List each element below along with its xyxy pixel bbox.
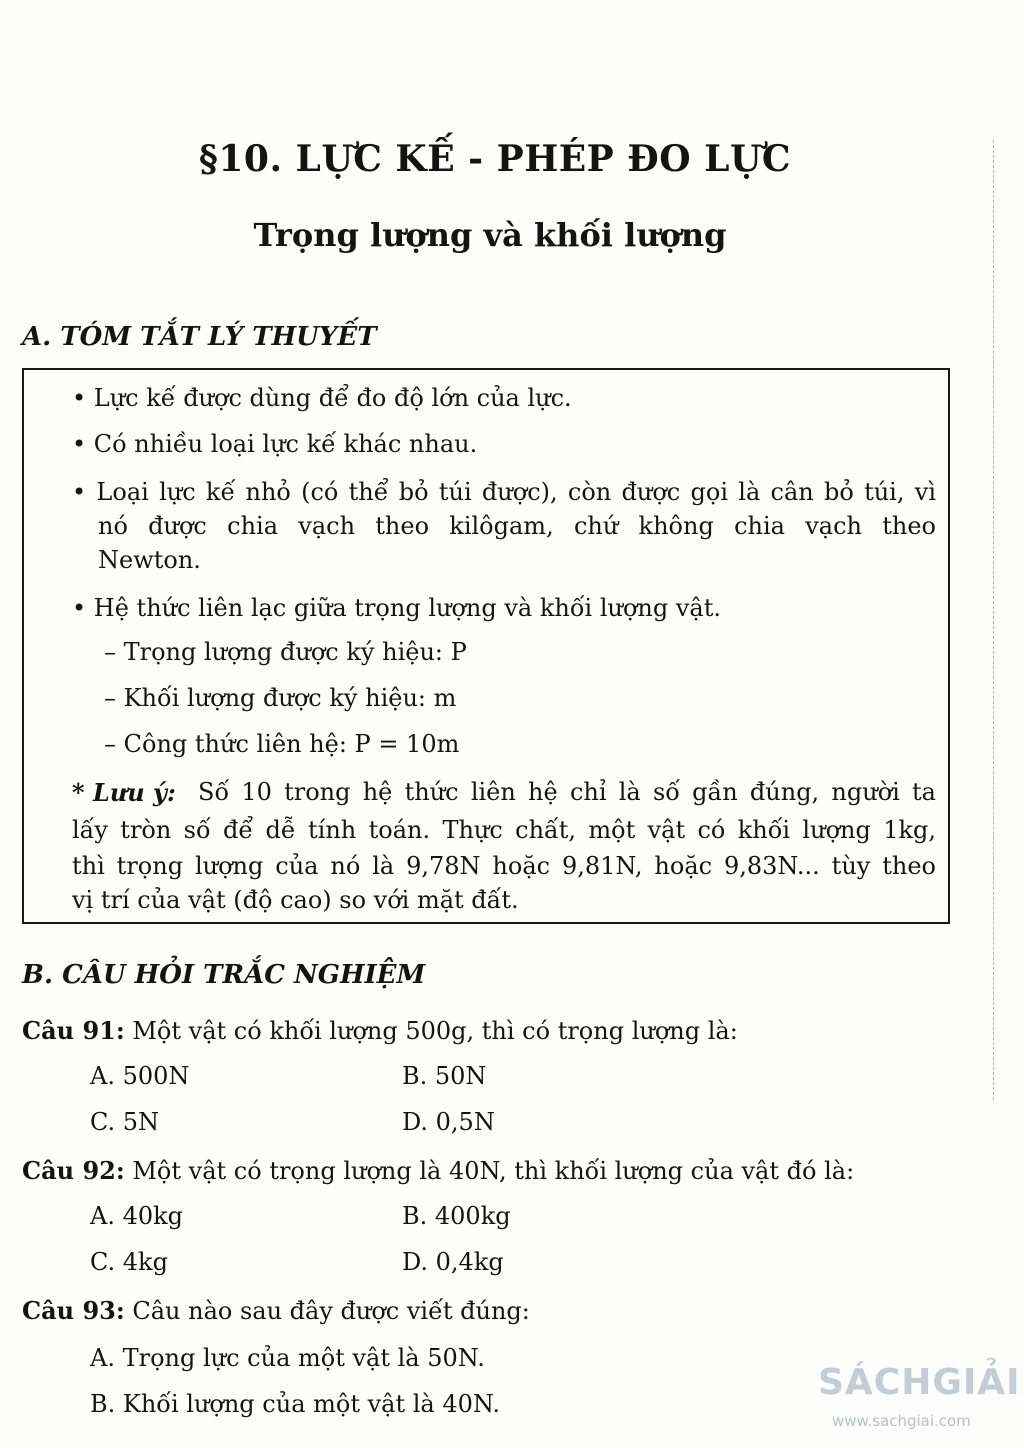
sachgiai-logo: [818, 1352, 1021, 1432]
theory-sub-item: – Trọng lượng được ký hiệu: P: [104, 638, 467, 666]
page-subtitle: Trọng lượng và khối lượng: [253, 216, 727, 254]
question-text: Một vật có trọng lượng là 40N, thì khối lượng của vật đó là:: [132, 1157, 855, 1185]
logo-wordmark: SÁCHGIẢI: [818, 1362, 1021, 1403]
theory-bullet: • Hệ thức liên lạc giữa trọng lượng và khối lượng vật.: [72, 594, 722, 622]
answer-option[interactable]: B. Khối lượng của một vật là 40N.: [90, 1390, 501, 1418]
note-line: vị trí của vật (độ cao) so với mặt đất.: [72, 886, 519, 914]
answer-option[interactable]: B. 50N: [402, 1062, 487, 1090]
page-edge-line: [993, 140, 995, 1100]
answer-option[interactable]: A. 40kg: [90, 1202, 184, 1230]
theory-bullet: • Có nhiều loại lực kế khác nhau.: [72, 430, 478, 458]
answer-option[interactable]: D. 0,5N: [402, 1108, 495, 1136]
question-text: Một vật có khối lượng 500g, thì có trọng lượng là:: [132, 1017, 738, 1045]
note-line: thì trọng lượng của nó là 9,78N hoặc 9,81N, hoặc 9,83N... tùy theo: [72, 852, 936, 880]
page-title: §10. LỰC KẾ - PHÉP ĐO LỰC: [199, 138, 791, 180]
question-text: Câu nào sau đây được viết đúng:: [132, 1297, 530, 1325]
question-label: Câu 91:: [22, 1016, 125, 1045]
section-a-heading: A. TÓM TẮT LÝ THUYẾT: [22, 322, 377, 352]
theory-bullet-continuation: nó được chia vạch theo kilôgam, chứ không chia vạch theo: [98, 512, 936, 540]
theory-bullet: • Loại lực kế nhỏ (có thể bỏ túi được), còn được gọi là cân bỏ túi, vì: [72, 478, 936, 506]
question-93: [22, 1296, 530, 1325]
answer-option[interactable]: A. Trọng lực của một vật là 50N.: [90, 1344, 485, 1372]
note-line: Số 10 trong hệ thức liên hệ chỉ là số gần đúng, người ta: [198, 778, 936, 806]
answer-option[interactable]: B. 400kg: [402, 1202, 511, 1230]
answer-option[interactable]: C. 4kg: [90, 1248, 168, 1276]
section-b-heading: B. CÂU HỎI TRẮC NGHIỆM: [22, 960, 426, 990]
answer-option[interactable]: C. 5N: [90, 1108, 160, 1136]
logo-url: www.sachgiai.com: [832, 1412, 971, 1430]
question-91: [22, 1016, 738, 1045]
question-92: [22, 1156, 854, 1185]
note-label: * Lưu ý:: [72, 778, 176, 807]
theory-sub-item: – Khối lượng được ký hiệu: m: [104, 684, 457, 712]
answer-option[interactable]: D. 0,4kg: [402, 1248, 504, 1276]
theory-bullet: • Lực kế được dùng để đo độ lớn của lực.: [72, 384, 572, 412]
theory-sub-item: – Công thức liên hệ: P = 10m: [104, 730, 460, 758]
note-line: lấy tròn số để dễ tính toán. Thực chất, một vật có khối lượng 1kg,: [72, 816, 936, 844]
theory-bullet-continuation: Newton.: [98, 546, 201, 574]
answer-option[interactable]: A. 500N: [90, 1062, 190, 1090]
question-label: Câu 93:: [22, 1296, 125, 1325]
question-label: Câu 92:: [22, 1156, 125, 1185]
